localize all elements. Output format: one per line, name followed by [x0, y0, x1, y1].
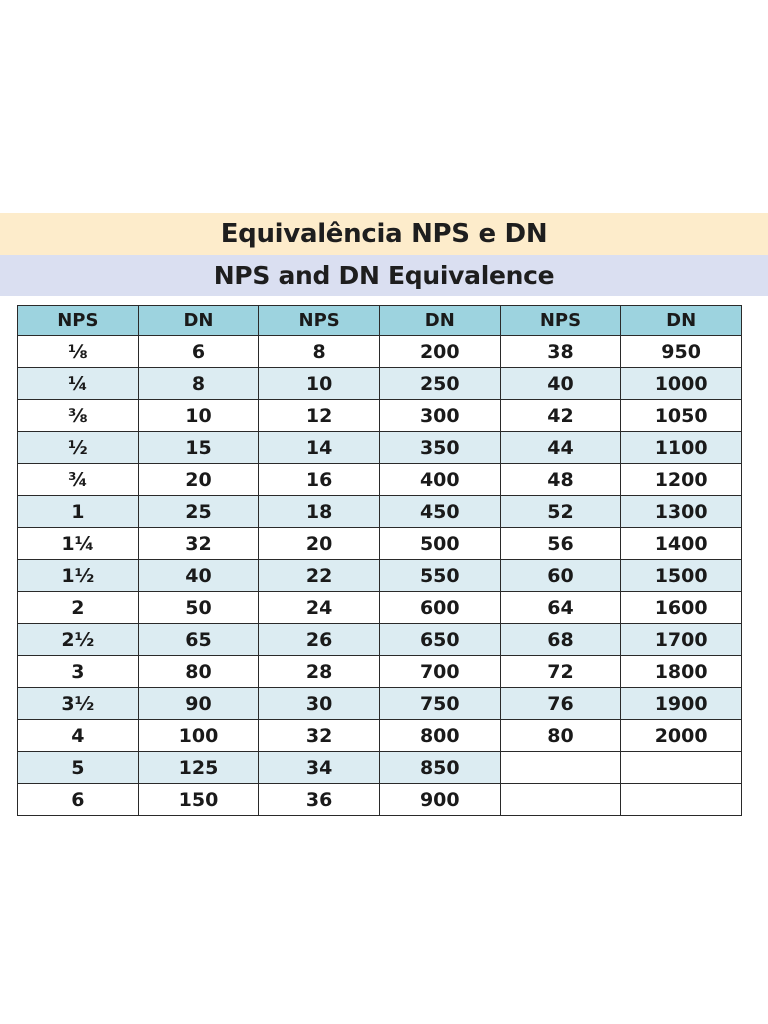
header-nps-3: NPS	[500, 306, 621, 336]
cell-nps-2: 36	[259, 784, 380, 816]
cell-dn-3	[621, 784, 742, 816]
cell-nps-1: 2½	[18, 624, 139, 656]
table-row	[18, 496, 742, 528]
table-row	[18, 400, 742, 432]
cell-nps-3: 42	[500, 400, 621, 432]
cell-dn-1: 150	[138, 784, 259, 816]
cell-dn-2: 450	[379, 496, 500, 528]
cell-dn-1: 32	[138, 528, 259, 560]
table-row	[18, 656, 742, 688]
table-row	[18, 720, 742, 752]
cell-dn-1: 25	[138, 496, 259, 528]
cell-nps-3: 68	[500, 624, 621, 656]
cell-nps-3: 56	[500, 528, 621, 560]
cell-nps-3: 72	[500, 656, 621, 688]
header-nps-2: NPS	[259, 306, 380, 336]
cell-nps-2: 28	[259, 656, 380, 688]
cell-nps-3: 38	[500, 336, 621, 368]
cell-dn-3: 1800	[621, 656, 742, 688]
header-row	[18, 306, 742, 336]
cell-dn-1: 8	[138, 368, 259, 400]
cell-nps-1: 1¼	[18, 528, 139, 560]
title-portuguese: Equivalência NPS e DN	[0, 213, 768, 255]
cell-nps-1: ¼	[18, 368, 139, 400]
cell-dn-2: 300	[379, 400, 500, 432]
cell-dn-1: 40	[138, 560, 259, 592]
table-row	[18, 624, 742, 656]
cell-nps-3: 48	[500, 464, 621, 496]
cell-nps-2: 12	[259, 400, 380, 432]
cell-dn-1: 15	[138, 432, 259, 464]
cell-dn-3: 1500	[621, 560, 742, 592]
cell-nps-1: 3½	[18, 688, 139, 720]
cell-dn-3: 1400	[621, 528, 742, 560]
cell-nps-2: 24	[259, 592, 380, 624]
cell-nps-1: 5	[18, 752, 139, 784]
cell-dn-1: 80	[138, 656, 259, 688]
cell-nps-3: 52	[500, 496, 621, 528]
table-body	[18, 336, 742, 816]
cell-nps-1: ½	[18, 432, 139, 464]
table-row	[18, 688, 742, 720]
cell-dn-3: 1100	[621, 432, 742, 464]
cell-nps-2: 14	[259, 432, 380, 464]
cell-nps-1: 3	[18, 656, 139, 688]
cell-dn-3: 1300	[621, 496, 742, 528]
table-row	[18, 432, 742, 464]
cell-nps-1: 6	[18, 784, 139, 816]
table-row	[18, 464, 742, 496]
cell-nps-2: 20	[259, 528, 380, 560]
header-dn-2: DN	[379, 306, 500, 336]
cell-nps-3	[500, 784, 621, 816]
cell-nps-2: 18	[259, 496, 380, 528]
table-row	[18, 560, 742, 592]
table-header	[18, 306, 742, 336]
cell-nps-1: ⅜	[18, 400, 139, 432]
table-row	[18, 784, 742, 816]
cell-dn-3	[621, 752, 742, 784]
cell-nps-1: 2	[18, 592, 139, 624]
cell-nps-1: 4	[18, 720, 139, 752]
cell-dn-1: 20	[138, 464, 259, 496]
cell-nps-1: 1½	[18, 560, 139, 592]
cell-nps-3: 60	[500, 560, 621, 592]
header-dn-3: DN	[621, 306, 742, 336]
cell-nps-3: 40	[500, 368, 621, 400]
cell-dn-3: 1200	[621, 464, 742, 496]
cell-dn-2: 550	[379, 560, 500, 592]
cell-dn-1: 65	[138, 624, 259, 656]
cell-dn-2: 600	[379, 592, 500, 624]
cell-dn-2: 650	[379, 624, 500, 656]
cell-dn-3: 2000	[621, 720, 742, 752]
cell-dn-3: 1700	[621, 624, 742, 656]
cell-dn-1: 50	[138, 592, 259, 624]
cell-nps-3: 80	[500, 720, 621, 752]
cell-dn-1: 90	[138, 688, 259, 720]
cell-dn-2: 750	[379, 688, 500, 720]
cell-dn-3: 1050	[621, 400, 742, 432]
cell-dn-1: 6	[138, 336, 259, 368]
cell-nps-2: 22	[259, 560, 380, 592]
nps-dn-table	[17, 305, 742, 816]
cell-dn-3: 1600	[621, 592, 742, 624]
cell-nps-1: ¾	[18, 464, 139, 496]
cell-nps-3: 64	[500, 592, 621, 624]
cell-dn-2: 350	[379, 432, 500, 464]
cell-nps-2: 26	[259, 624, 380, 656]
cell-dn-2: 400	[379, 464, 500, 496]
header-nps-1: NPS	[18, 306, 139, 336]
table-row	[18, 592, 742, 624]
header-dn-1: DN	[138, 306, 259, 336]
cell-nps-2: 8	[259, 336, 380, 368]
table-row	[18, 752, 742, 784]
cell-nps-2: 10	[259, 368, 380, 400]
cell-dn-1: 125	[138, 752, 259, 784]
cell-nps-2: 34	[259, 752, 380, 784]
cell-dn-3: 950	[621, 336, 742, 368]
cell-nps-1: 1	[18, 496, 139, 528]
cell-dn-2: 800	[379, 720, 500, 752]
cell-dn-2: 850	[379, 752, 500, 784]
cell-dn-2: 200	[379, 336, 500, 368]
cell-nps-2: 32	[259, 720, 380, 752]
cell-nps-2: 30	[259, 688, 380, 720]
cell-nps-3: 44	[500, 432, 621, 464]
cell-nps-1: ⅛	[18, 336, 139, 368]
cell-dn-1: 100	[138, 720, 259, 752]
table-row	[18, 528, 742, 560]
table-row	[18, 368, 742, 400]
cell-dn-2: 250	[379, 368, 500, 400]
cell-dn-3: 1900	[621, 688, 742, 720]
cell-dn-3: 1000	[621, 368, 742, 400]
cell-dn-1: 10	[138, 400, 259, 432]
cell-dn-2: 900	[379, 784, 500, 816]
cell-nps-3: 76	[500, 688, 621, 720]
table-row	[18, 336, 742, 368]
cell-dn-2: 700	[379, 656, 500, 688]
cell-nps-3	[500, 752, 621, 784]
title-english: NPS and DN Equivalence	[0, 255, 768, 296]
cell-dn-2: 500	[379, 528, 500, 560]
cell-nps-2: 16	[259, 464, 380, 496]
